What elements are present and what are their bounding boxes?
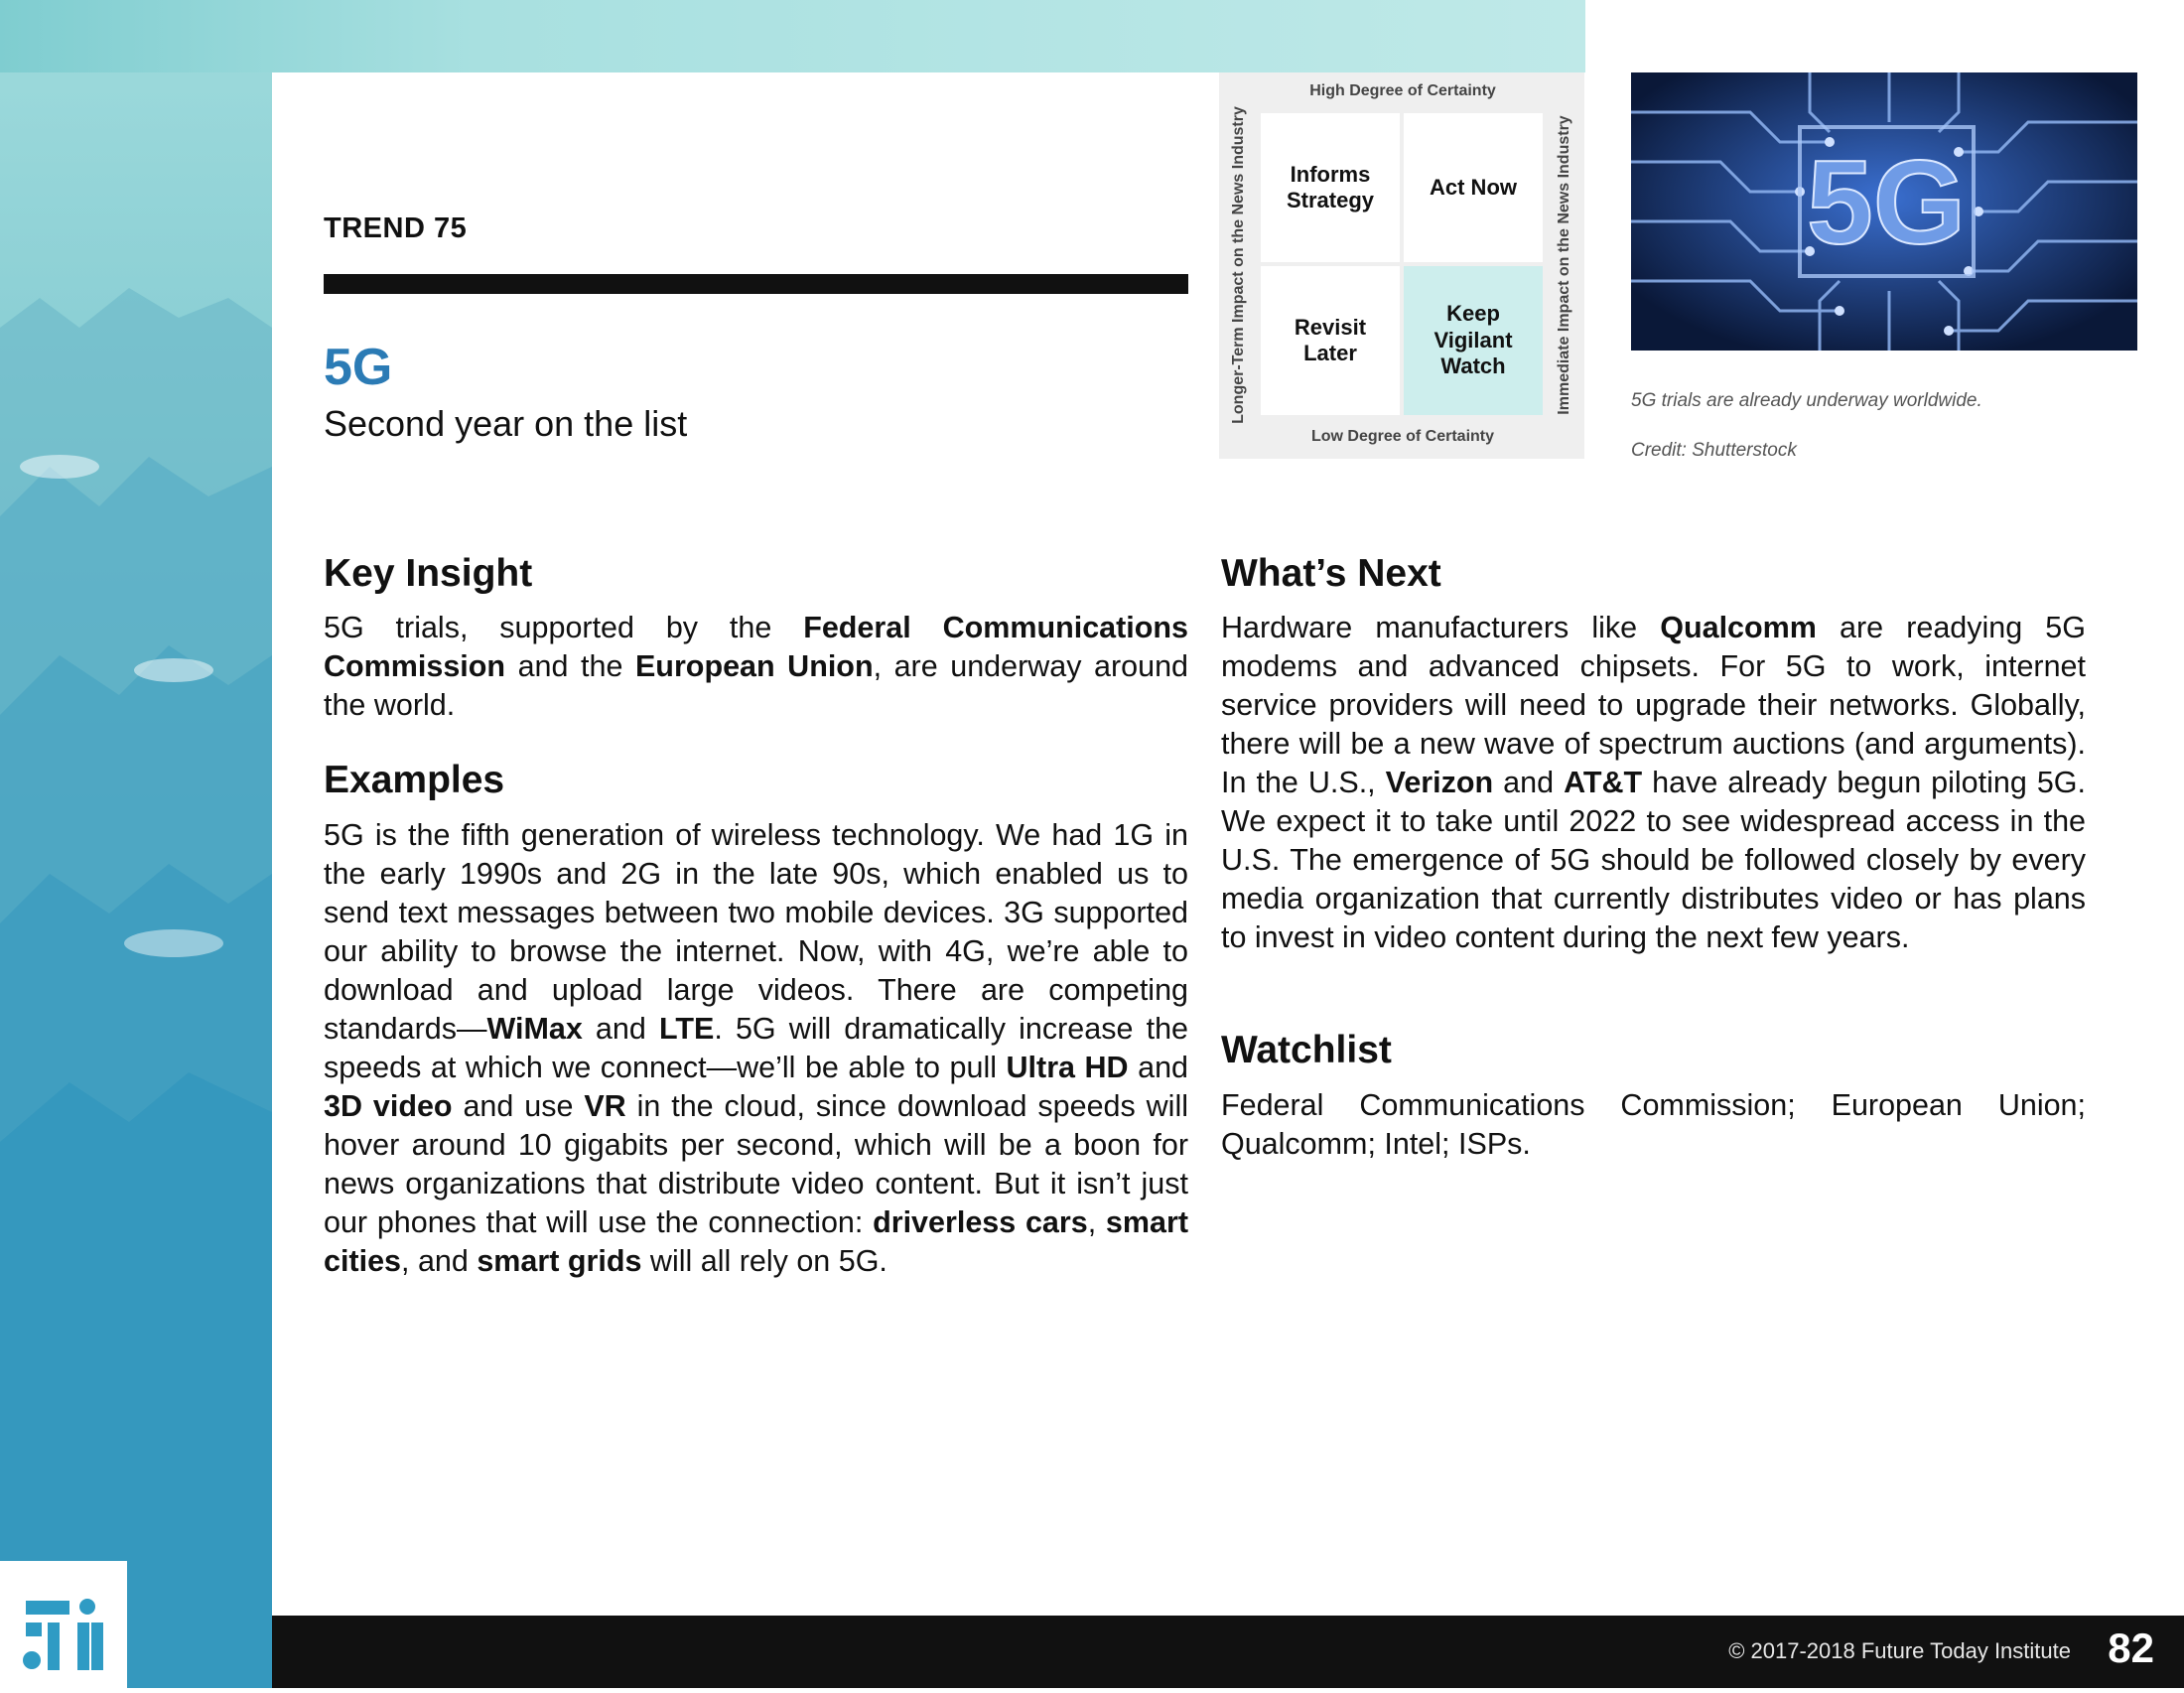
matrix-cell-label: Keep Vigilant Watch (1433, 301, 1513, 379)
matrix-top-axis-label: High Degree of Certainty (1309, 82, 1496, 99)
matrix-cell-top-left (1261, 113, 1400, 262)
photo-caption: 5G trials are already underway worldwide. (1631, 390, 1982, 411)
circuit-board-image (1631, 72, 2137, 351)
certainty-impact-matrix (1219, 72, 1584, 459)
matrix-cell-label: Informs Strategy (1286, 161, 1375, 212)
matrix-cell-label: Act Now (1430, 174, 1517, 200)
matrix-right-axis-label: Immediate Impact on the News Industry (1556, 115, 1572, 415)
key-insight-heading: Key Insight (324, 552, 533, 595)
matrix-bottom-axis-label: Low Degree of Certainty (1310, 428, 1495, 445)
matrix-cell-bottom-right (1404, 266, 1543, 415)
page-number: 82 (2108, 1624, 2154, 1671)
whats-next-text: Hardware manufacturers like Qualcomm are readying 5G modems and advanced chipsets. For 5G to work, internet service providers will need to upgrade their networks. Globally, there will be a new wave of spectrum auctions (and arguments). In the U.S., Verizon and AT&T have already begun piloting 5G. We expect it to take until 2022 to see widespread access in the U.S. The emergence of 5G should be followed closely by every media organization that currently distributes video or has plans to invest in video content during the next few years. (1221, 611, 2086, 954)
fti-logo-icon (0, 1561, 127, 1688)
photo-5g-text: 5G (1806, 136, 1967, 269)
trend-subtitle: Second year on the list (324, 403, 688, 444)
matrix-left-axis-label: Longer-Term Impact on the News Industry (1230, 106, 1247, 424)
trend-title: 5G (324, 339, 393, 396)
photo-credit: Credit: Shutterstock (1631, 440, 1797, 461)
title-divider-rule (324, 274, 1188, 294)
watchlist-heading: Watchlist (1221, 1029, 1392, 1071)
examples-text: 5G is the fifth generation of wireless technology. We had 1G in the early 1990s and 2G in the late 90s, which enabled us to send text messages between two mobile devices. 3G supported our ability to browse the internet. Now, with 4G, we’re able to download and upload large videos. There are competing standards—WiMax and LTE. 5G will dramatically increase the speeds at which we connect—we’ll be able to pull Ultra HD and 3D video and use VR in the cloud, since download speeds will hover around 10 gigabits per second, which will be a boon for news organizations that distribute video content. But it isn’t just our phones that will use the connection: driverless cars, smart cities, and smart grids will all rely on 5G. (324, 818, 1189, 1278)
whats-next-heading: What’s Next (1221, 552, 1441, 595)
mountain-sidebar-image (0, 0, 272, 1688)
institute-logo (0, 1561, 127, 1688)
examples-heading: Examples (324, 759, 505, 801)
footer-copyright: © 2017-2018 Future Today Institute (1728, 1638, 2071, 1663)
matrix-cell-top-right (1404, 113, 1543, 262)
top-color-band (0, 0, 1585, 72)
trend-number-label: TREND 75 (324, 212, 468, 244)
key-insight-text: 5G trials, supported by the Federal Communications Commission and the European Union, are underway around the world. (324, 611, 1188, 722)
matrix-cell-bottom-left (1261, 266, 1400, 415)
matrix-cell-label: Revisit Later (1294, 314, 1367, 365)
5g-circuit-photo (1631, 72, 2137, 351)
watchlist-text: Federal Communications Commission; European Union; Qualcomm; Intel; ISPs. (1221, 1088, 2086, 1161)
